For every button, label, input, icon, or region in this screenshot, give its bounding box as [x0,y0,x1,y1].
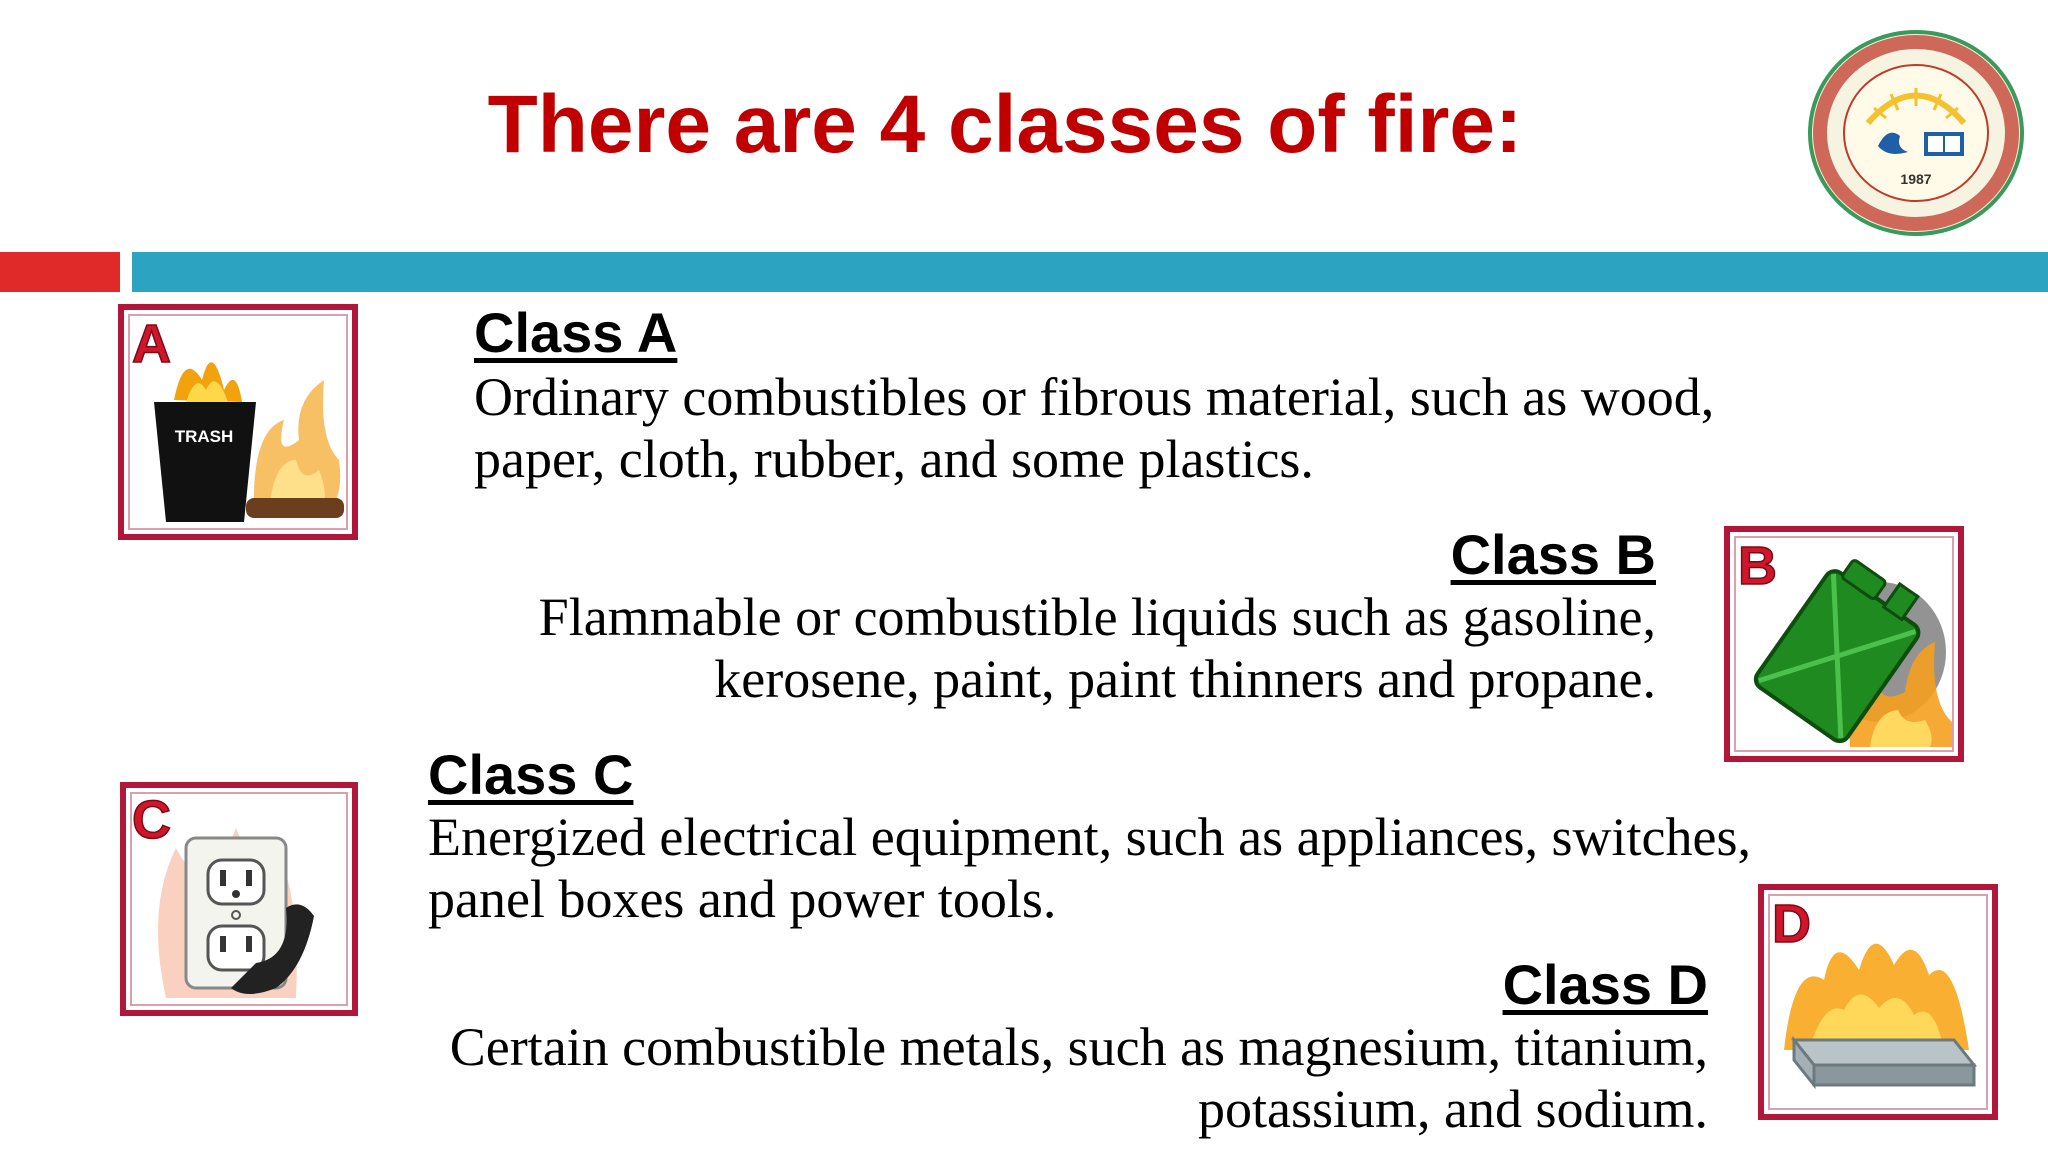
accent-bar-teal [132,252,2048,292]
class-d-desc-line1: Certain combustible metals, such as magnesium, titanium, [449,1017,1708,1077]
class-c-desc-line1: Energized electrical equipment, such as appliances, switches, [428,807,1751,867]
class-b-desc-line2: kerosene, paint, paint thinners and propane. [714,649,1656,709]
university-seal-icon [1806,28,2026,238]
trash-label: TRASH [174,427,234,446]
icon-letter-b: B [1738,536,1777,596]
class-a-desc-line2: paper, cloth, rubber, and some plastics. [474,429,1314,489]
class-c-heading: Class C [428,743,634,806]
icon-letter-a: A [132,314,171,374]
class-d-desc-line2: potassium, and sodium. [1198,1079,1708,1139]
class-a-desc-line1: Ordinary combustibles or fibrous material, such as wood, [474,367,1715,427]
class-b-heading: Class B [1450,523,1656,586]
icon-letter-d: D [1772,894,1811,954]
trash-fire-icon [118,304,358,540]
class-b-desc-line1: Flammable or combustible liquids such as gasoline, [538,587,1656,647]
logo-year: 1987 [1900,171,1932,187]
fuel-can-fire-icon [1724,526,1964,762]
class-a-heading: Class A [474,301,678,364]
electrical-outlet-fire-icon [120,782,358,1016]
slide-title: There are 4 classes of fire: [487,79,1523,170]
accent-bar-red [0,252,120,292]
metal-fire-icon [1758,884,1998,1120]
icon-letter-c: C [132,790,171,850]
class-d-heading: Class D [1502,953,1708,1016]
class-c-desc-line2: panel boxes and power tools. [428,869,1057,929]
